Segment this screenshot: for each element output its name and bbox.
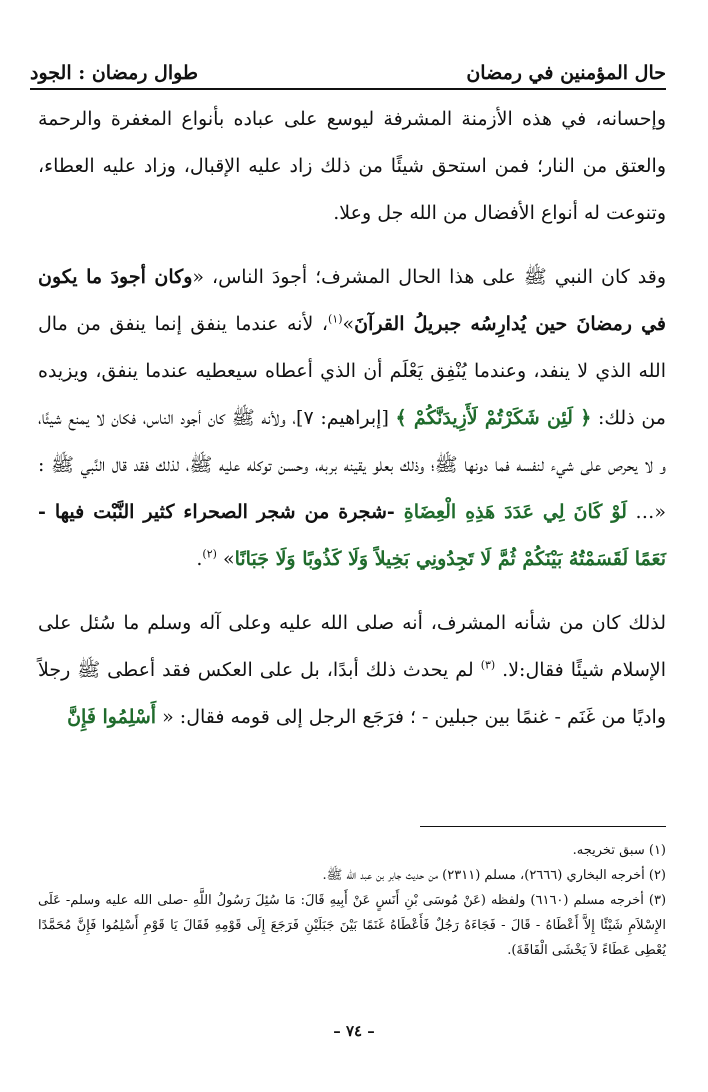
footnotes xyxy=(38,838,666,963)
p2-text-6: . xyxy=(196,548,203,570)
footnote-1: (١) سبق تخريجه. xyxy=(572,843,666,858)
header-title-left: طوال رمضان : الجود xyxy=(30,62,199,84)
footnote-ref-2[interactable]: (٢) xyxy=(202,547,217,561)
p3-text-1: لذلك كان من شأنه المشرف، أنه صلى الله عليه وعلى آله وسلم ما سُئل على الإسلام شيئًا فقال:لا. xyxy=(38,612,666,681)
paragraph-1: وإحسانه، في هذه الأزمنة المشرفة ليوسع على عباده بأنواع المغفرة والرحمة والعتق من النار؛ فمن استحق شيئًا من ذلك زاد عليه الإقبال، وزاد عليه العطاء، وتنوعت له أنواع الأفضال من الله جل وعلا. xyxy=(38,108,666,224)
paragraph-2 xyxy=(38,254,666,583)
quran-verse: ﴿ لَئِن شَكَرْتُمْ لَأَزِيدَنَّكُمْ ﴾ xyxy=(395,407,592,429)
header-title-right: حال المؤمنين في رمضان xyxy=(466,62,666,84)
footnote-ref-3[interactable]: (٣) xyxy=(480,658,496,672)
p2-text-3: ، لأنه عندما ينفق إنما ينفق من مال الله الذي لا ينفد، وعندما يُنْفِق يَعْلَم أن الذي أعطاه سيعطيه عندما ينفق، ويزيده من ذلك: xyxy=(38,313,666,429)
p3-text-2: لم يحدث ذلك أبدًا، بل على العكس فقد أعطى ﷺ رجلاً واديًا من غَنَم - غنمًا بين جبلين - ؛ فرَجَع الرجل إلى قومه فقال: « xyxy=(38,659,666,728)
p3-hadith-quote: أَسْلِمُوا فَإِنَّ xyxy=(67,706,157,728)
p2-hadith-gloss: -شجرة من شجر الصحراء كثير النَّبْت فيها - xyxy=(38,501,404,523)
footnote-ref-1[interactable]: (١) xyxy=(327,312,343,326)
p2-text-2: » xyxy=(342,313,355,335)
p2-hadith-part-1: لَوْ كَانَ لِي عَدَدَ هَذِهِ الْعِضَاةِ xyxy=(403,501,627,523)
p2-text-4: [إبراهيم: ٧]، ولأنه ﷺ كان أجود الناس، فكان لا يمنع شيئًا، و لا يحرص على شيء لنفسه فما دونها ﷺ؛ وذلك بعلو يقينه بربه، وحسن توكله عليه ﷺ، لذلك فقد قال النَّبي ﷺ : «… xyxy=(38,407,666,523)
footnote-divider xyxy=(420,826,666,827)
p2-hadith-part-2: نَعَمًا لَقَسَمْتُهُ بَيْنَكُمْ ثُمَّ لَا تَجِدُونِي بَخِيلاً وَلَا كَذُوبًا وَلَا جَبَانًا xyxy=(234,548,666,570)
footnote-2: (٢) أخرجه البخاري (٢٦٦٦)، مسلم (٢٣١١) من حديث جابر بن عبد الله ﷺ. xyxy=(322,868,666,883)
main-text xyxy=(38,96,666,741)
paragraph-3 xyxy=(38,600,666,741)
p2-text-1: وقد كان النبي ﷺ على هذا الحال المشرف؛ أجودَ الناس، « xyxy=(192,266,666,288)
running-header xyxy=(30,58,666,84)
footnote-3: (٣) أخرجه مسلم (٦١٦٠) ولفظه (عَنْ مُوسَى بْنِ أَنَسٍ عَنْ أَبِيهِ قَالَ: مَا سُئِلَ رَسُولُ اللَّهِ -صلى الله عليه وسلم- عَلَى الإِسْلاَمِ شَيْئًا إِلاَّ أَعْطَاهُ - قَالَ - فَجَاءَهُ رَجُلٌ فَأَعْطَاهُ غَنَمًا بَيْنَ جَبَلَيْنِ فَرَجَعَ إِلَى قَوْمِهِ فَقَالَ يَا قَوْمِ أَسْلِمُوا فَإِنَّ مُحَمَّدًا يُعْطِى عَطَاءً لاَ يَخْشَى الْفَاقَةَ). xyxy=(38,893,667,958)
p2-hadith-quote: وكان أجودَ ما يكون في رمضانَ حين يُدارِسُه جبريلُ القرآنَ xyxy=(38,266,666,335)
header-divider xyxy=(30,88,666,90)
page-number: – ٧٤ – xyxy=(333,1022,375,1040)
p2-text-5: » xyxy=(216,548,235,570)
